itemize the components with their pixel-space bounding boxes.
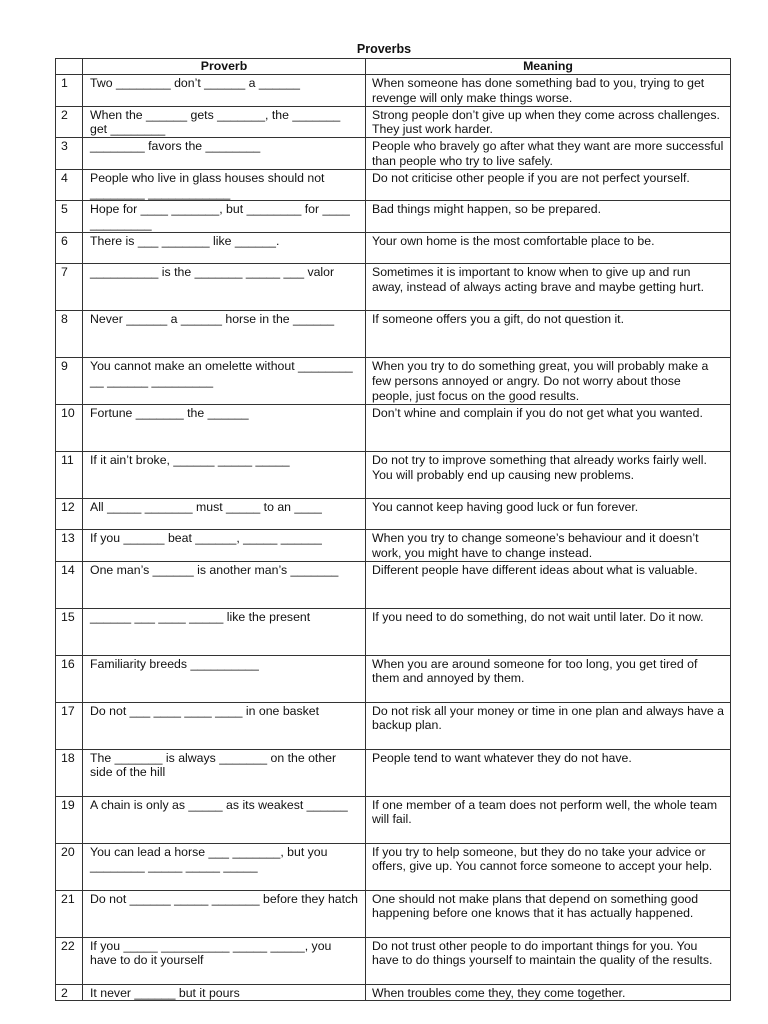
proverbs-table: [55, 58, 731, 1001]
row-number: 12: [56, 498, 83, 529]
proverb-cell: Never ______ a ______ horse in the ______: [83, 310, 366, 357]
meaning-cell: People tend to want whatever they do not have.: [366, 749, 731, 796]
table-row: [56, 404, 731, 451]
table-row: [56, 608, 731, 655]
table-row: [56, 984, 731, 1001]
proverb-cell: All _____ _______ must _____ to an ____: [83, 498, 366, 529]
table-row: [56, 498, 731, 529]
meaning-cell: People who bravely go after what they want are more successful than people who try to live safely.: [366, 138, 731, 170]
table-row: [56, 106, 731, 138]
proverb-cell: Hope for ____ _______, but ________ for ____ _________: [83, 201, 366, 233]
table-row: [56, 169, 731, 201]
row-number: 14: [56, 561, 83, 608]
meaning-cell: When troubles come they, they come together.: [366, 984, 731, 1001]
meaning-cell: When you are around someone for too long, you get tired of them and annoyed by them.: [366, 655, 731, 702]
row-number: 2: [56, 106, 83, 138]
row-number: 2: [56, 984, 83, 1001]
row-number: 22: [56, 937, 83, 984]
row-number: 15: [56, 608, 83, 655]
meaning-cell: Do not try to improve something that already works fairly well. You will probably end up causing new problems.: [366, 451, 731, 498]
proverb-cell: A chain is only as _____ as its weakest ______: [83, 796, 366, 843]
meaning-cell: Sometimes it is important to know when to give up and run away, instead of always acting brave and maybe getting hurt.: [366, 263, 731, 310]
row-number: 10: [56, 404, 83, 451]
proverb-cell: Two ________ don’t ______ a ______: [83, 75, 366, 107]
table-row: [56, 232, 731, 263]
table-row: [56, 655, 731, 702]
proverb-column-header: Proverb: [83, 59, 366, 75]
row-number: 17: [56, 702, 83, 749]
proverb-cell: Fortune _______ the ______: [83, 404, 366, 451]
meaning-cell: You cannot keep having good luck or fun forever.: [366, 498, 731, 529]
proverb-cell: Do not ______ _____ _______ before they hatch: [83, 890, 366, 937]
row-number: 7: [56, 263, 83, 310]
table-row: [56, 702, 731, 749]
table-row: [56, 451, 731, 498]
proverb-cell: When the ______ gets _______, the _______ get ________: [83, 106, 366, 138]
table-row: [56, 529, 731, 561]
proverb-cell: __________ is the _______ _____ ___ valor: [83, 263, 366, 310]
meaning-cell: Don’t whine and complain if you do not get what you wanted.: [366, 404, 731, 451]
meaning-cell: Strong people don’t give up when they come across challenges. They just work harder.: [366, 106, 731, 138]
table-row: [56, 561, 731, 608]
row-number: 6: [56, 232, 83, 263]
table-row: [56, 201, 731, 233]
table-row: [56, 310, 731, 357]
proverb-cell: If you _____ __________ _____ _____, you have to do it yourself: [83, 937, 366, 984]
table-row: [56, 357, 731, 404]
table-row: [56, 263, 731, 310]
row-number: 20: [56, 843, 83, 890]
proverb-cell: There is ___ _______ like ______.: [83, 232, 366, 263]
header-row: [56, 59, 731, 75]
proverb-cell: Familiarity breeds __________: [83, 655, 366, 702]
row-number: 9: [56, 357, 83, 404]
proverb-cell: People who live in glass houses should not ________ ____________: [83, 169, 366, 201]
proverb-cell: If you ______ beat ______, _____ ______: [83, 529, 366, 561]
row-number: 21: [56, 890, 83, 937]
row-number: 4: [56, 169, 83, 201]
proverb-cell: You can lead a horse ___ _______, but you ________ _____ _____ _____: [83, 843, 366, 890]
meaning-cell: Do not trust other people to do important things for you. You have to do things yourself to maintain the quality of the results.: [366, 937, 731, 984]
table-row: [56, 138, 731, 170]
row-number: 13: [56, 529, 83, 561]
meaning-column-header: Meaning: [366, 59, 731, 75]
table-row: [56, 843, 731, 890]
proverb-cell: ________ favors the ________: [83, 138, 366, 170]
table-row: [56, 890, 731, 937]
proverb-cell: It never ______ but it pours: [83, 984, 366, 1001]
meaning-cell: If you need to do something, do not wait until later. Do it now.: [366, 608, 731, 655]
proverb-cell: The _______ is always _______ on the other side of the hill: [83, 749, 366, 796]
meaning-cell: When you try to change someone’s behaviour and it doesn’t work, you might have to change instead.: [366, 529, 731, 561]
table-row: [56, 937, 731, 984]
meaning-cell: When you try to do something great, you will probably make a few persons annoyed or angry. Do not worry about those people, just focus on the good results.: [366, 357, 731, 404]
meaning-cell: If one member of a team does not perform well, the whole team will fail.: [366, 796, 731, 843]
meaning-cell: Your own home is the most comfortable place to be.: [366, 232, 731, 263]
meaning-cell: When someone has done something bad to you, trying to get revenge will only make things worse.: [366, 75, 731, 107]
meaning-cell: Different people have different ideas about what is valuable.: [366, 561, 731, 608]
row-number: 16: [56, 655, 83, 702]
row-number: 5: [56, 201, 83, 233]
row-number: 11: [56, 451, 83, 498]
row-number: 19: [56, 796, 83, 843]
proverb-cell: You cannot make an omelette without ________ __ ______ _________: [83, 357, 366, 404]
meaning-cell: Do not criticise other people if you are not perfect yourself.: [366, 169, 731, 201]
row-number: 8: [56, 310, 83, 357]
proverb-cell: Do not ___ ____ ____ ____ in one basket: [83, 702, 366, 749]
table-row: [56, 796, 731, 843]
proverb-cell: One man’s ______ is another man’s _______: [83, 561, 366, 608]
table-row: [56, 75, 731, 107]
proverb-cell: If it ain’t broke, ______ _____ _____: [83, 451, 366, 498]
row-number: 3: [56, 138, 83, 170]
meaning-cell: One should not make plans that depend on something good happening before one knows that it has actually happened.: [366, 890, 731, 937]
meaning-cell: Do not risk all your money or time in one plan and always have a backup plan.: [366, 702, 731, 749]
row-number: 1: [56, 75, 83, 107]
page-title: Proverbs: [356, 42, 412, 56]
meaning-cell: If you try to help someone, but they do no take your advice or offers, give up. You cannot force someone to accept your help.: [366, 843, 731, 890]
proverb-cell: ______ ___ ____ _____ like the present: [83, 608, 366, 655]
table-row: [56, 749, 731, 796]
meaning-cell: Bad things might happen, so be prepared.: [366, 201, 731, 233]
number-column-header: [56, 59, 83, 75]
row-number: 18: [56, 749, 83, 796]
meaning-cell: If someone offers you a gift, do not question it.: [366, 310, 731, 357]
